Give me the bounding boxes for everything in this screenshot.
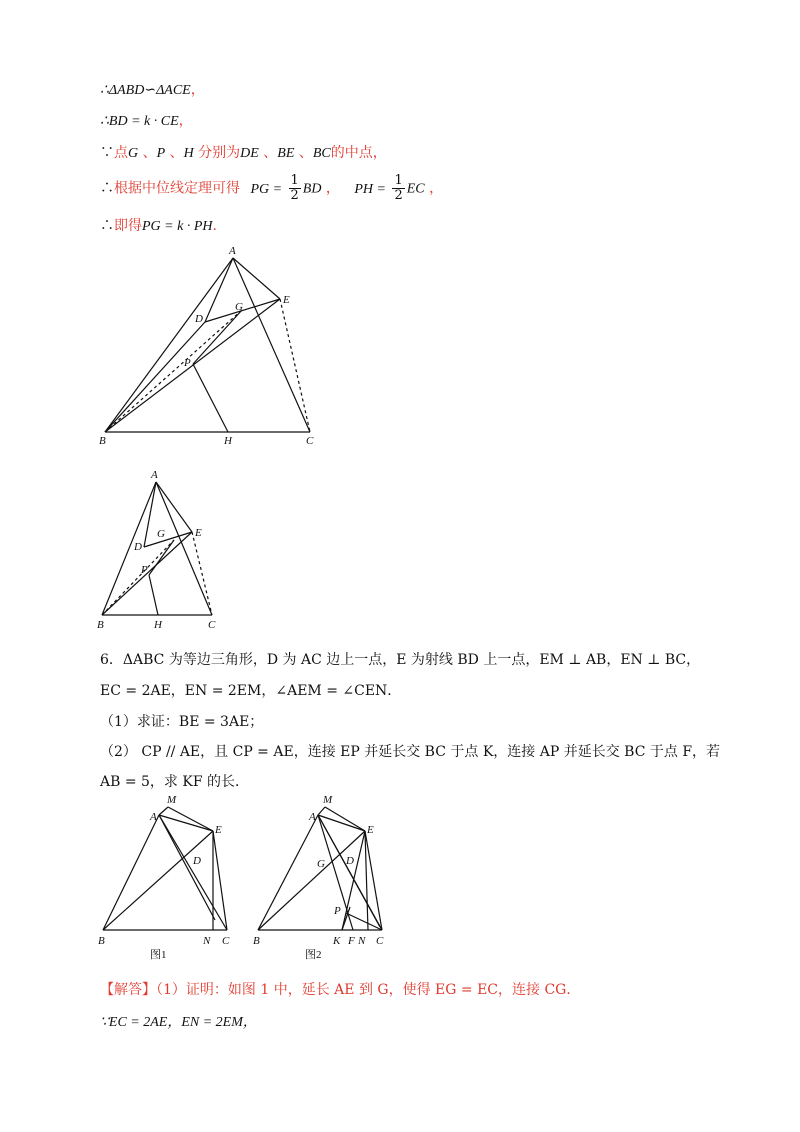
problem-6-q1: （1）求证：BE = 3AE； [100, 714, 264, 730]
problem-6-line-2: EC = 2AE，EN = 2EM，∠AEM = ∠CEN． [100, 683, 402, 699]
figure-2 [250, 795, 400, 970]
similar-statement: ∴ΔABD∽ΔACE [100, 83, 191, 98]
svg-text:P: P [184, 357, 191, 369]
svg-text:N: N [358, 935, 366, 947]
svg-text:B: B [98, 935, 105, 947]
svg-text:B: B [253, 935, 260, 947]
proof-line-5: ∴即得PG = k · PH. [100, 218, 217, 234]
svg-text:N: N [203, 935, 211, 947]
svg-text:M: M [167, 795, 177, 806]
svg-text:G: G [157, 528, 165, 540]
problem-6-q2-cont: AB = 5，求 KF 的长． [100, 774, 250, 790]
fraction-half: $\frac{1}{2}$ [394, 173, 403, 203]
svg-text:C: C [306, 435, 314, 447]
svg-text:D: D [195, 313, 203, 325]
svg-text:E: E [283, 294, 290, 306]
svg-text:D: D [193, 855, 201, 867]
svg-text:C: C [208, 619, 216, 631]
svg-text:D: D [346, 855, 354, 867]
figure-1 [95, 795, 245, 970]
problem-6-line-1: 6．ΔABC 为等边三角形，D 为 AC 边上一点，E 为射线 BD 上一点，EM ⊥ AB，EN ⊥ BC， [100, 652, 701, 668]
svg-text:A: A [150, 811, 157, 823]
svg-text:P: P [334, 905, 341, 917]
problem-6-q2: （2） CP // AE，且 CP = AE，连接 EP 并延长交 BC 于点 K，连接 AP 并延长交 BC 于点 F，若 [100, 744, 721, 760]
proof-line-1: ∴ΔABD∽ΔACE， [100, 82, 205, 98]
answer-line-2: ∵EC = 2AE，EN = 2EM， [100, 1015, 257, 1030]
proof-line-2: ∴BD = k · CE， [100, 113, 193, 129]
svg-text:A: A [309, 811, 316, 823]
svg-text:A: A [151, 469, 158, 481]
svg-text:M: M [323, 795, 333, 806]
svg-text:F: F [348, 935, 355, 947]
proof-line-4: ∴根据中位线定理可得 PG = $\frac{1}{2}$ BD ， PH = $\frac{1}{2}$ EC ， [100, 173, 444, 203]
answer-line-1: 【解答】（1）证明：如图 1 中，延长 AE 到 G，使得 EG = EC，连接 CG． [100, 982, 581, 998]
svg-text:K: K [333, 935, 341, 947]
fraction-half: $\frac{1}{2}$ [290, 173, 299, 203]
svg-text:C: C [222, 935, 230, 947]
figure-triangle-small [92, 462, 232, 637]
svg-text:E: E [215, 824, 222, 836]
svg-text:P: P [141, 564, 148, 576]
svg-text:C: C [376, 935, 384, 947]
svg-text:B: B [97, 619, 104, 631]
figure-triangle-large [92, 242, 332, 452]
svg-text:图2: 图2 [305, 949, 322, 961]
answer-tag: 【解答】 [100, 982, 156, 998]
proof-line-3: ∵点G 、P 、H 分别为DE 、BE 、BC的中点， [100, 145, 387, 161]
svg-text:H: H [224, 435, 232, 447]
svg-text:图1: 图1 [150, 949, 167, 961]
svg-text:G: G [317, 858, 325, 870]
svg-text:D: D [134, 541, 142, 553]
svg-text:G: G [235, 301, 243, 313]
svg-text:B: B [99, 435, 106, 447]
svg-text:E: E [195, 527, 202, 539]
svg-text:H: H [154, 619, 162, 631]
svg-text:E: E [367, 824, 374, 836]
svg-text:A: A [229, 245, 236, 257]
